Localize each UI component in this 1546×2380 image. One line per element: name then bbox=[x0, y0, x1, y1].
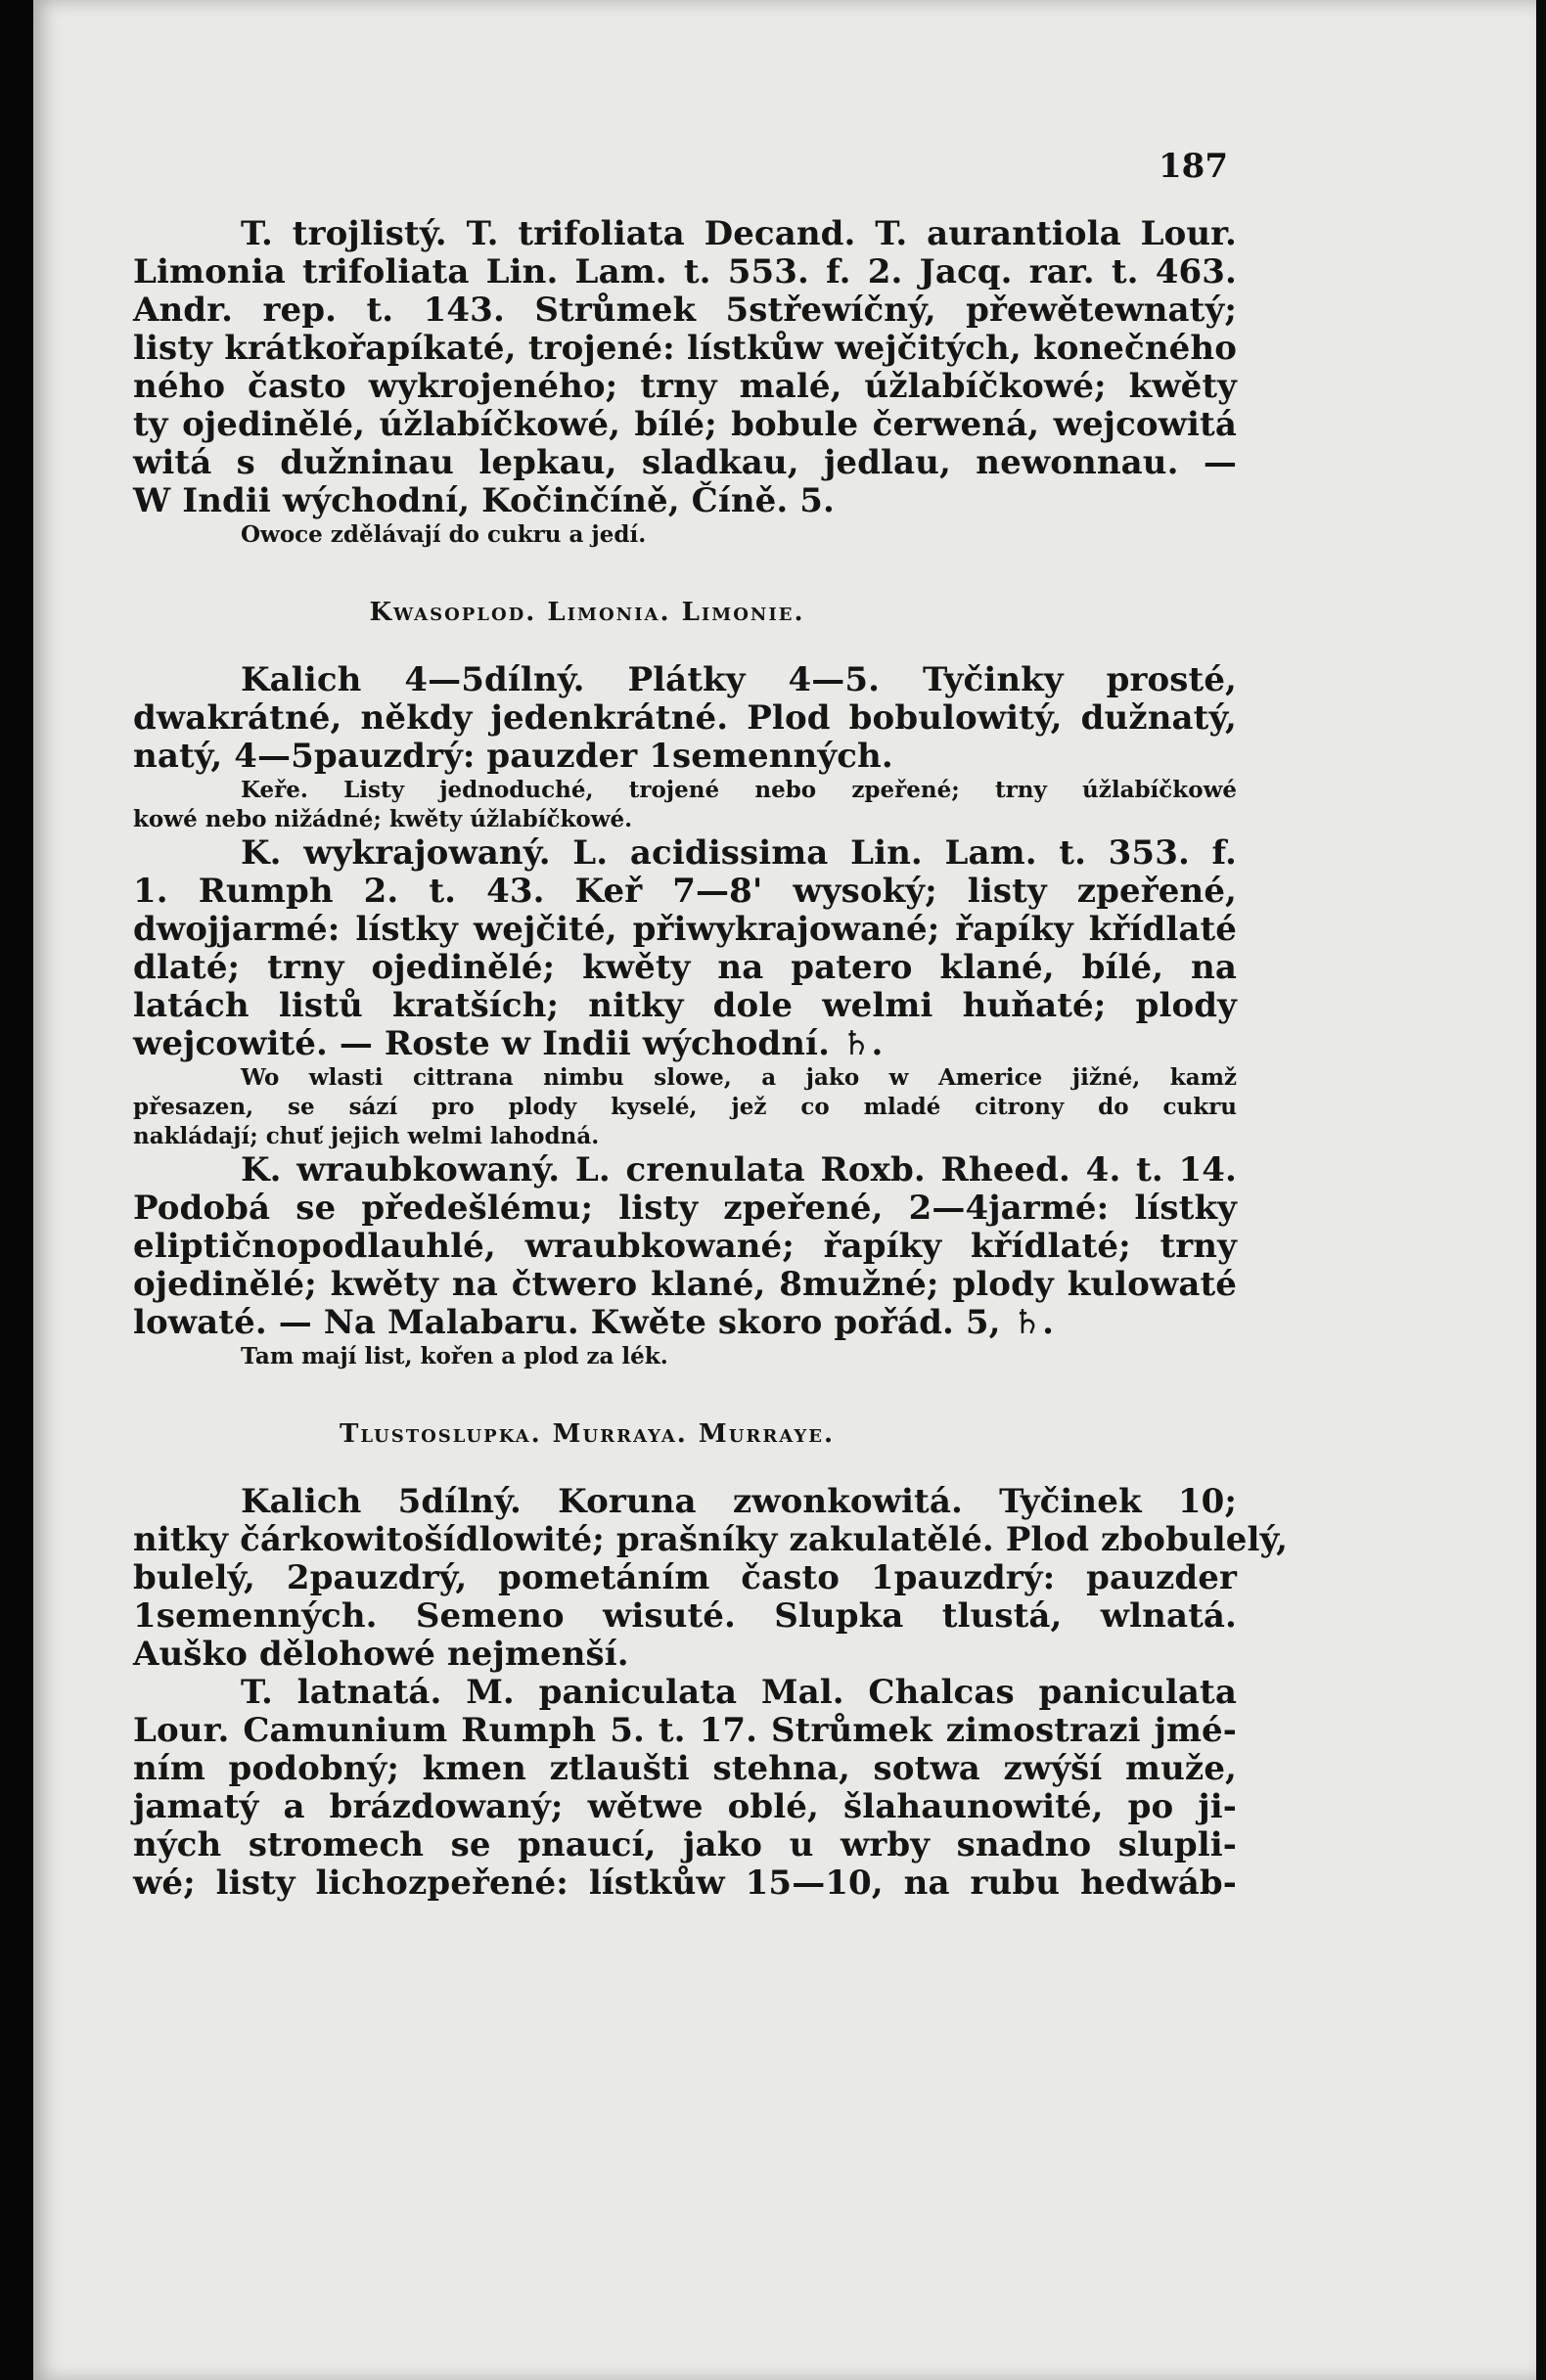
text-line: eliptičnopodlauhlé, wraubkowané; řapíky křídlaté; trny bbox=[133, 1227, 1237, 1266]
text-line: wejcowité. — Roste w Indii wýchodní. ♄. bbox=[133, 1024, 884, 1063]
text-line: ného často wykrojeného; trny malé, úžlabíčkowé; kwěty bbox=[133, 367, 1237, 406]
text-line: Kalich 4—5dílný. Plátky 4—5. Tyčinky prosté, bbox=[241, 660, 1237, 699]
spacer bbox=[133, 1454, 1237, 1483]
text-line: Limonia trifoliata Lin. Lam. t. 553. f. 2. Jacq. rar. t. 463. bbox=[133, 252, 1237, 292]
scan-edge-left bbox=[0, 0, 33, 2380]
spacer bbox=[133, 1371, 1237, 1415]
text-line: nitky čárkowitošídlowité; prašníky zakulatělé. Plod zbobulelý, bbox=[133, 1520, 1289, 1559]
spacer bbox=[133, 632, 1237, 661]
text-line: 1semenných. Semeno wisuté. Slupka tlustá, wlnatá. bbox=[133, 1596, 1237, 1636]
text-line: natý, 4—5pauzdrý: pauzder 1semenných. bbox=[133, 737, 893, 776]
text-line: jamatý a brázdowaný; wětwe oblé, šlahaunowité, po ji- bbox=[133, 1787, 1237, 1826]
text-line: dwojjarmé: lístky wejčité, přiwykrajowané; řapíky křídlaté bbox=[133, 910, 1237, 949]
text-line: ním podobný; kmen ztlaušti stehna, sotwa zwýší muže, bbox=[133, 1749, 1237, 1788]
text-line: lowaté. — Na Malabaru. Kwěte skoro pořád. 5, ♄. bbox=[133, 1303, 1055, 1342]
note-line: Owoce zdělávají do cukru a jedí. bbox=[241, 521, 647, 548]
text-line: Auško dělohowé nejmenší. bbox=[133, 1635, 629, 1674]
text-line: W Indii wýchodní, Kočinčíně, Číně. 5. bbox=[133, 481, 835, 520]
book-page bbox=[33, 0, 1536, 2380]
text-line: dwakrátné, někdy jedenkrátné. Plod bobulowitý, dužnatý, bbox=[133, 698, 1237, 738]
page-number: 187 bbox=[1159, 147, 1228, 186]
spacer bbox=[133, 550, 1237, 593]
text-line: Kalich 5dílný. Koruna zwonkowitá. Tyčinek 10; bbox=[241, 1482, 1237, 1521]
text-line: K. wraubkowaný. L. crenulata Roxb. Rheed. 4. t. 14. bbox=[241, 1150, 1237, 1190]
text-line: ných stromech se pnaucí, jako u wrby snadno slupli- bbox=[133, 1825, 1237, 1864]
note-line: nakládají; chuť jejich welmi lahodná. bbox=[133, 1123, 600, 1149]
note-line: Tam mají list, kořen a plod za lék. bbox=[241, 1343, 668, 1370]
text-line: listy krátkořapíkaté, trojené: lístkůw wejčitých, konečného bbox=[133, 329, 1237, 368]
text-line: ty ojedinělé, úžlabíčkowé, bílé; bobule čerwená, wejcowitá bbox=[133, 405, 1237, 444]
text-line: T. trojlistý. T. trifoliata Decand. T. aurantiola Lour. bbox=[241, 214, 1237, 253]
note-line: kowé nebo nižádné; kwěty úžlabíčkowé. bbox=[133, 806, 633, 832]
text-line: Podobá se předešlému; listy zpeřené, 2—4jarmé: lístky bbox=[133, 1189, 1237, 1228]
text-line: dlaté; trny ojedinělé; kwěty na patero klané, bílé, na bbox=[133, 948, 1237, 987]
text-line: Andr. rep. t. 143. Strůmek 5střewíčný, přewětewnatý; bbox=[133, 291, 1237, 330]
text-line: witá s dužninau lepkau, sladkau, jedlau, newonnau. — bbox=[133, 443, 1237, 482]
text-line: ojedinělé; kwěty na čtwero klané, 8mužné; plody kulowaté bbox=[133, 1265, 1237, 1304]
page-text bbox=[133, 214, 1289, 1903]
text-line: latách listů kratších; nitky dole welmi huňaté; plody bbox=[133, 986, 1237, 1025]
text-line: T. latnatá. M. paniculata Mal. Chalcas paniculata bbox=[241, 1673, 1237, 1712]
text-line: Lour. Camunium Rumph 5. t. 17. Strůmek zimostrazi jmé- bbox=[133, 1711, 1237, 1750]
text-line: bulelý, 2pauzdrý, pometáním často 1pauzdrý: pauzder bbox=[133, 1558, 1237, 1597]
section-heading: Kwasoplod. Limonia. Limonie. bbox=[369, 598, 805, 627]
scan-edge-right bbox=[1536, 0, 1546, 2380]
note-line: Wo wlasti cittrana nimbu slowe, a jako w Americe jižné, kamž bbox=[241, 1064, 1237, 1091]
text-line: K. wykrajowaný. L. acidissima Lin. Lam. t. 353. f. bbox=[241, 833, 1237, 873]
text-line: 1. Rumph 2. t. 43. Keř 7—8' wysoký; listy zpeřené, bbox=[133, 872, 1237, 911]
section-heading: Tlustoslupka. Murraya. Murraye. bbox=[340, 1419, 835, 1449]
note-line: Keře. Listy jednoduché, trojené nebo zpeřené; trny úžlabíčkowé bbox=[241, 777, 1237, 803]
note-line: přesazen, se sází pro plody kyselé, jež co mladé citrony do cukru bbox=[133, 1094, 1237, 1120]
text-line: wé; listy lichozpeřené: lístkůw 15—10, na rubu hedwáb- bbox=[133, 1864, 1237, 1903]
